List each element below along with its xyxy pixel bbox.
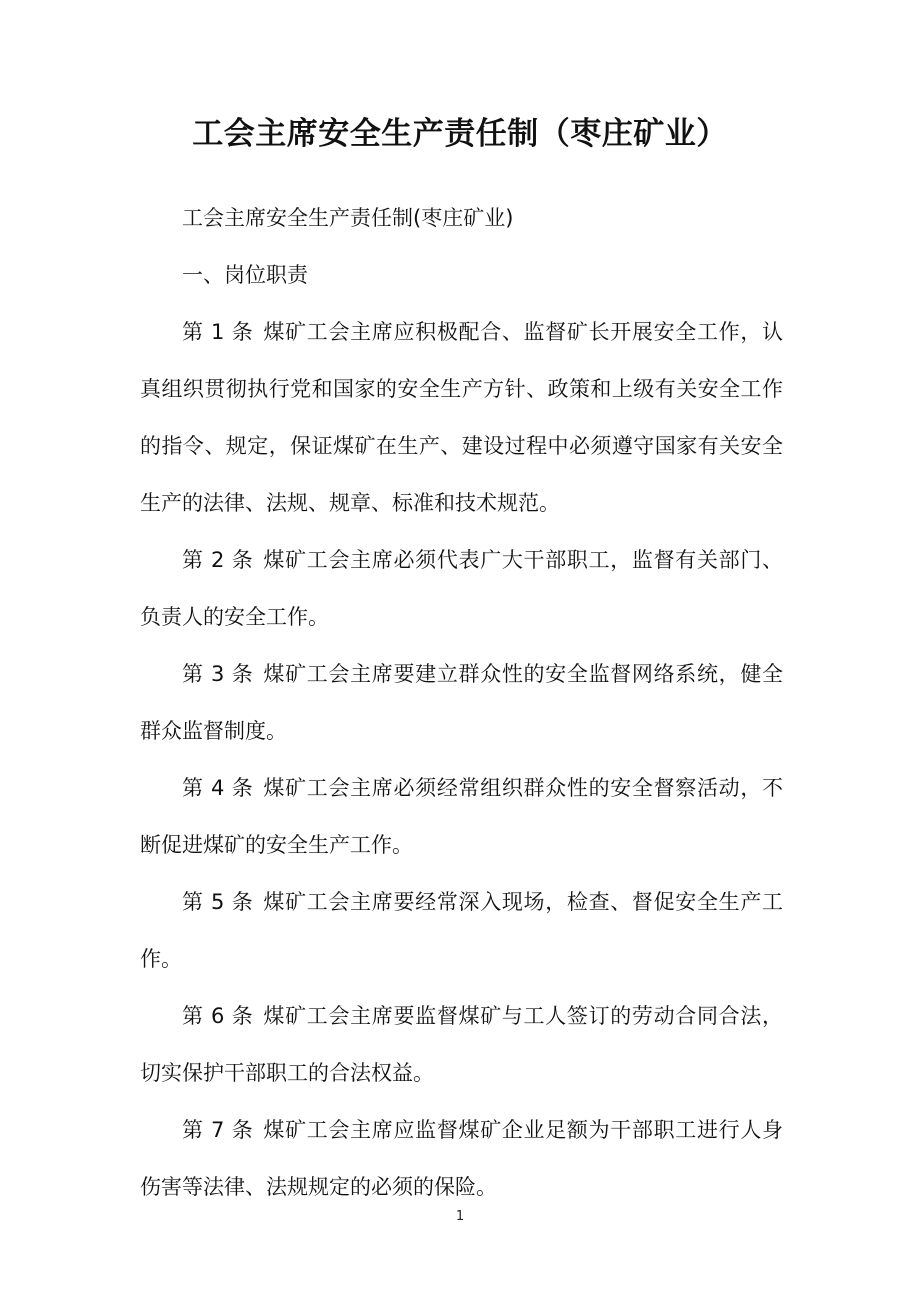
article-text: 煤矿工会主席应积极配合、监督矿长开展安全工作，认真组织贯彻执行党和国家的安全生产方针、政策和上级有关安全工作的指令、规定，保证煤矿在生产、建设过程中必须遵守国家有关安全生产的法律、法规、规章、标准和技术规范。 [140, 320, 783, 515]
article-number: 第 5 条 [182, 890, 254, 914]
article-3 [140, 646, 783, 760]
document-subtitle: 工会主席安全生产责任制(枣庄矿业) [182, 206, 514, 230]
page-number: 1 [455, 1209, 465, 1224]
document-body [140, 190, 783, 1216]
article-6 [140, 988, 783, 1102]
article-text: 煤矿工会主席要经常深入现场，检查、督促安全生产工作。 [140, 890, 783, 971]
article-text: 煤矿工会主席必须经常组织群众性的安全督察活动，不断促进煤矿的安全生产工作。 [140, 776, 783, 857]
article-7 [140, 1102, 783, 1216]
article-number: 第 7 条 [182, 1118, 254, 1142]
article-4 [140, 760, 783, 874]
article-number: 第 1 条 [182, 320, 254, 344]
article-number: 第 3 条 [182, 662, 254, 686]
article-5 [140, 874, 783, 988]
article-number: 第 2 条 [182, 548, 254, 572]
article-text: 煤矿工会主席应监督煤矿企业足额为干部职工进行人身伤害等法律、法规规定的必须的保险。 [140, 1118, 783, 1199]
article-number: 第 6 条 [182, 1004, 254, 1028]
section-heading: 一、岗位职责 [182, 263, 308, 287]
article-2 [140, 532, 783, 646]
article-text: 煤矿工会主席要监督煤矿与工人签订的劳动合同合法，切实保护干部职工的合法权益。 [140, 1004, 783, 1085]
article-1 [140, 304, 783, 532]
document-title: 工会主席安全生产责任制（枣庄矿业） [192, 116, 728, 152]
article-text: 煤矿工会主席要建立群众性的安全监督网络系统，健全群众监督制度。 [140, 662, 783, 743]
article-text: 煤矿工会主席必须代表广大干部职工，监督有关部门、负责人的安全工作。 [140, 548, 783, 629]
article-number: 第 4 条 [182, 776, 254, 800]
